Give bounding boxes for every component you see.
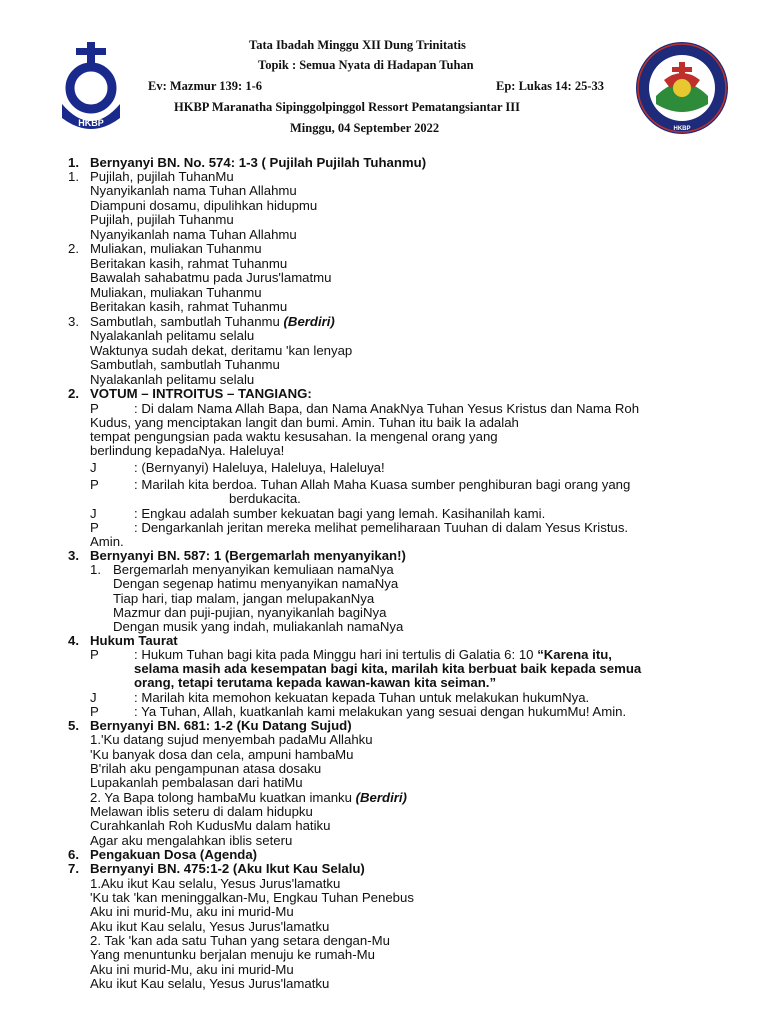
text-line — [229, 492, 301, 506]
text-line — [90, 776, 303, 790]
line-marker: 1. — [68, 169, 79, 184]
line-text: selama masih ada kesempatan bagi kita, marilah kita berbuat baik kepada semua — [134, 661, 642, 676]
line-text: : (Bernyanyi) Haleluya, Haleluya, Haleluya! — [134, 460, 385, 475]
line-marker: P — [90, 520, 99, 535]
text-line — [90, 862, 365, 876]
line-marker: 4. — [68, 633, 79, 648]
stand-instruction: (Berdiri) — [355, 790, 407, 805]
line-text: Waktunya sudah dekat, deritamu 'kan lenyap — [90, 343, 353, 358]
text-line — [134, 478, 630, 492]
epistle-reading: Ep: Lukas 14: 25-33 — [496, 79, 605, 93]
text-line — [90, 387, 312, 401]
line-text: Nyalakanlah pelitamu selalu — [90, 372, 255, 387]
line-text: Curahkanlah Roh KudusMu dalam hatiku — [90, 818, 331, 833]
line-text: Hukum Taurat — [90, 633, 178, 648]
line-text: Tiap hari, tiap malam, jangan melupakanNya — [113, 591, 375, 606]
line-text: orang, tetapi terutama kepada kawan-kawan kita seiman.” — [134, 675, 497, 690]
line-text: : Di dalam Nama Allah Bapa, dan Nama AnakNya Tuhan Yesus Kristus dan Nama Roh — [134, 401, 640, 416]
line-text: Pengakuan Dosa (Agenda) — [90, 847, 258, 862]
line-text: Beritakan kasih, rahmat Tuhanmu — [90, 299, 288, 314]
line-text: Nyanyikanlah nama Tuhan Allahmu — [90, 227, 297, 242]
line-text: 'Ku tak 'kan meninggalkan-Mu, Engkau Tuhan Penebus — [90, 890, 414, 905]
line-text: : Engkau adalah sumber kekuatan bagi yang lemah. Kasihanilah kami. — [134, 506, 546, 521]
line-text: 2. Tak 'kan ada satu Tuhan yang setara dengan-Mu — [90, 933, 390, 948]
line-text: B'rilah aku pengampunan atasa dosaku — [90, 761, 322, 776]
text-line — [90, 300, 287, 314]
line-text: 'Ku banyak dosa dan cela, ampuni hambaMu — [90, 747, 354, 762]
line-text: Nyanyikanlah nama Tuhan Allahmu — [90, 183, 297, 198]
text-line — [90, 329, 254, 343]
line-marker: 2. — [68, 241, 79, 256]
line-text: : Dengarkanlah jeritan mereka melihat pemeliharaan Tuuhan di dalam Yesus Kristus. — [134, 520, 629, 535]
line-marker: J — [90, 690, 97, 705]
line-text: Sambutlah, sambutlah Tuhanmu — [90, 314, 284, 329]
line-text: 1.Aku ikut Kau selalu, Yesus Jurus'lamatku — [90, 876, 341, 891]
text-line — [134, 461, 385, 475]
line-marker: 5. — [68, 718, 79, 733]
line-text: Pujilah, pujilah TuhanMu — [90, 169, 234, 184]
line-marker: 6. — [68, 847, 79, 862]
service-title: Tata Ibadah Minggu XII Dung Trinitatis — [249, 38, 466, 52]
logo-right-text: HKBP — [673, 126, 691, 132]
line-marker: P — [90, 401, 99, 416]
line-text: Pujilah, pujilah Tuhanmu — [90, 212, 234, 227]
text-line — [90, 242, 262, 256]
line-text: : Ya Tuhan, Allah, kuatkanlah kami melakukan yang sesuai dengan hukumMu! Amin. — [134, 704, 627, 719]
evangelium-reading: Ev: Mazmur 139: 1-6 — [148, 79, 262, 93]
line-text: Aku ini murid-Mu, aku ini murid-Mu — [90, 962, 294, 977]
document-header — [0, 0, 768, 150]
line-text: Sambutlah, sambutlah Tuhanmu — [90, 357, 280, 372]
line-text: Nyalakanlah pelitamu selalu — [90, 328, 255, 343]
line-text: : Marilah kita berdoa. Tuhan Allah Maha Kuasa sumber penghiburan bagi orang yang — [134, 477, 631, 492]
line-marker: 1. — [68, 155, 79, 170]
line-text: Bernyanyi BN. 681: 1-2 (Ku Datang Sujud) — [90, 718, 352, 733]
line-text: Beritakan kasih, rahmat Tuhanmu — [90, 256, 288, 271]
line-text: Kudus, yang menciptakan langit dan bumi. Amin. Tuhan itu baik Ia adalah — [90, 415, 519, 430]
line-marker: 3. — [68, 548, 79, 563]
service-date: Minggu, 04 September 2022 — [290, 121, 440, 135]
line-text: berdukacita. — [229, 491, 301, 506]
text-line — [90, 444, 284, 458]
line-text: Bernyanyi BN. No. 574: 1-3 ( Pujilah Pujilah Tuhanmu) — [90, 155, 427, 170]
text-line — [90, 948, 375, 962]
line-marker: J — [90, 506, 97, 521]
line-text: 1.'Ku datang sujud menyembah padaMu Allahku — [90, 732, 373, 747]
line-marker: P — [90, 647, 99, 662]
line-text: Bernyanyi BN. 475:1-2 (Aku Ikut Kau Selalu) — [90, 861, 365, 876]
line-text: Dengan segenap hatimu menyanyikan namaNya — [113, 576, 399, 591]
stand-instruction: (Berdiri) — [283, 314, 335, 329]
church-name: HKBP Maranatha Sipinggolpinggol Ressort Pematangsiantar III — [174, 100, 520, 114]
line-text: : Hukum Tuhan bagi kita pada Minggu hari ini tertulis di Galatia 6: 10 — [134, 647, 538, 662]
line-marker: 3. — [68, 314, 79, 329]
line-marker: 1. — [90, 562, 101, 577]
line-text: Mazmur dan puji-pujian, nyanyikanlah bagiNya — [113, 605, 387, 620]
text-line — [134, 676, 496, 690]
text-line — [90, 184, 297, 198]
line-text: Amin. — [90, 534, 124, 549]
topic: Topik : Semua Nyata di Hadapan Tuhan — [258, 58, 474, 72]
line-text: Lupakanlah pembalasan dari hatiMu — [90, 775, 303, 790]
hkbp-cross-logo — [56, 40, 126, 132]
line-text: : Marilah kita memohon kekuatan kepada Tuhan untuk melakukan hukumNya. — [134, 690, 590, 705]
church-seal-logo — [634, 40, 730, 136]
scripture-quote: “Karena itu, — [537, 647, 612, 662]
line-text: VOTUM – INTROITUS – TANGIANG: — [90, 386, 312, 401]
line-text: Dengan musik yang indah, muliakanlah namaNya — [113, 619, 404, 634]
text-line — [134, 521, 628, 535]
line-marker: 7. — [68, 861, 79, 876]
line-marker: J — [90, 460, 97, 475]
text-line — [90, 819, 330, 833]
logo-left-text: HKBP — [78, 118, 104, 128]
line-text: Muliakan, muliakan Tuhanmu — [90, 285, 262, 300]
line-text: Aku ikut Kau selalu, Yesus Jurus'lamatku — [90, 919, 330, 934]
line-text: tempat pengungsian pada waktu kesusahan. Ia mengenal orang yang — [90, 429, 498, 444]
text-line — [90, 733, 373, 747]
text-line — [90, 905, 294, 919]
line-marker: 2. — [68, 386, 79, 401]
line-text: Muliakan, muliakan Tuhanmu — [90, 241, 262, 256]
line-text: Bergemarlah menyanyikan kemuliaan namaNya — [113, 562, 394, 577]
text-line — [113, 577, 398, 591]
line-text: Melawan iblis seteru di dalam hidupku — [90, 804, 313, 819]
line-text: Bernyanyi BN. 587: 1 (Bergemarlah menyanyikan!) — [90, 548, 406, 563]
line-text: Yang menuntunku berjalan menuju ke rumah-Mu — [90, 947, 375, 962]
line-text: Diampuni dosamu, dipulihkan hidupmu — [90, 198, 318, 213]
text-line — [90, 271, 332, 285]
text-line — [90, 213, 234, 227]
line-text: 2. Ya Bapa tolong hambaMu kuatkan imanku — [90, 790, 356, 805]
line-text: Agar aku mengalahkan iblis seteru — [90, 833, 293, 848]
line-text: Bawalah sahabatmu pada Jurus'lamatmu — [90, 270, 332, 285]
line-text: Aku ini murid-Mu, aku ini murid-Mu — [90, 904, 294, 919]
text-line — [90, 358, 280, 372]
line-text: berlindung kepadaNya. Haleluya! — [90, 443, 285, 458]
line-text: Aku ikut Kau selalu, Yesus Jurus'lamatku — [90, 976, 330, 991]
text-line — [90, 977, 329, 991]
line-marker: P — [90, 477, 99, 492]
line-marker: P — [90, 704, 99, 719]
